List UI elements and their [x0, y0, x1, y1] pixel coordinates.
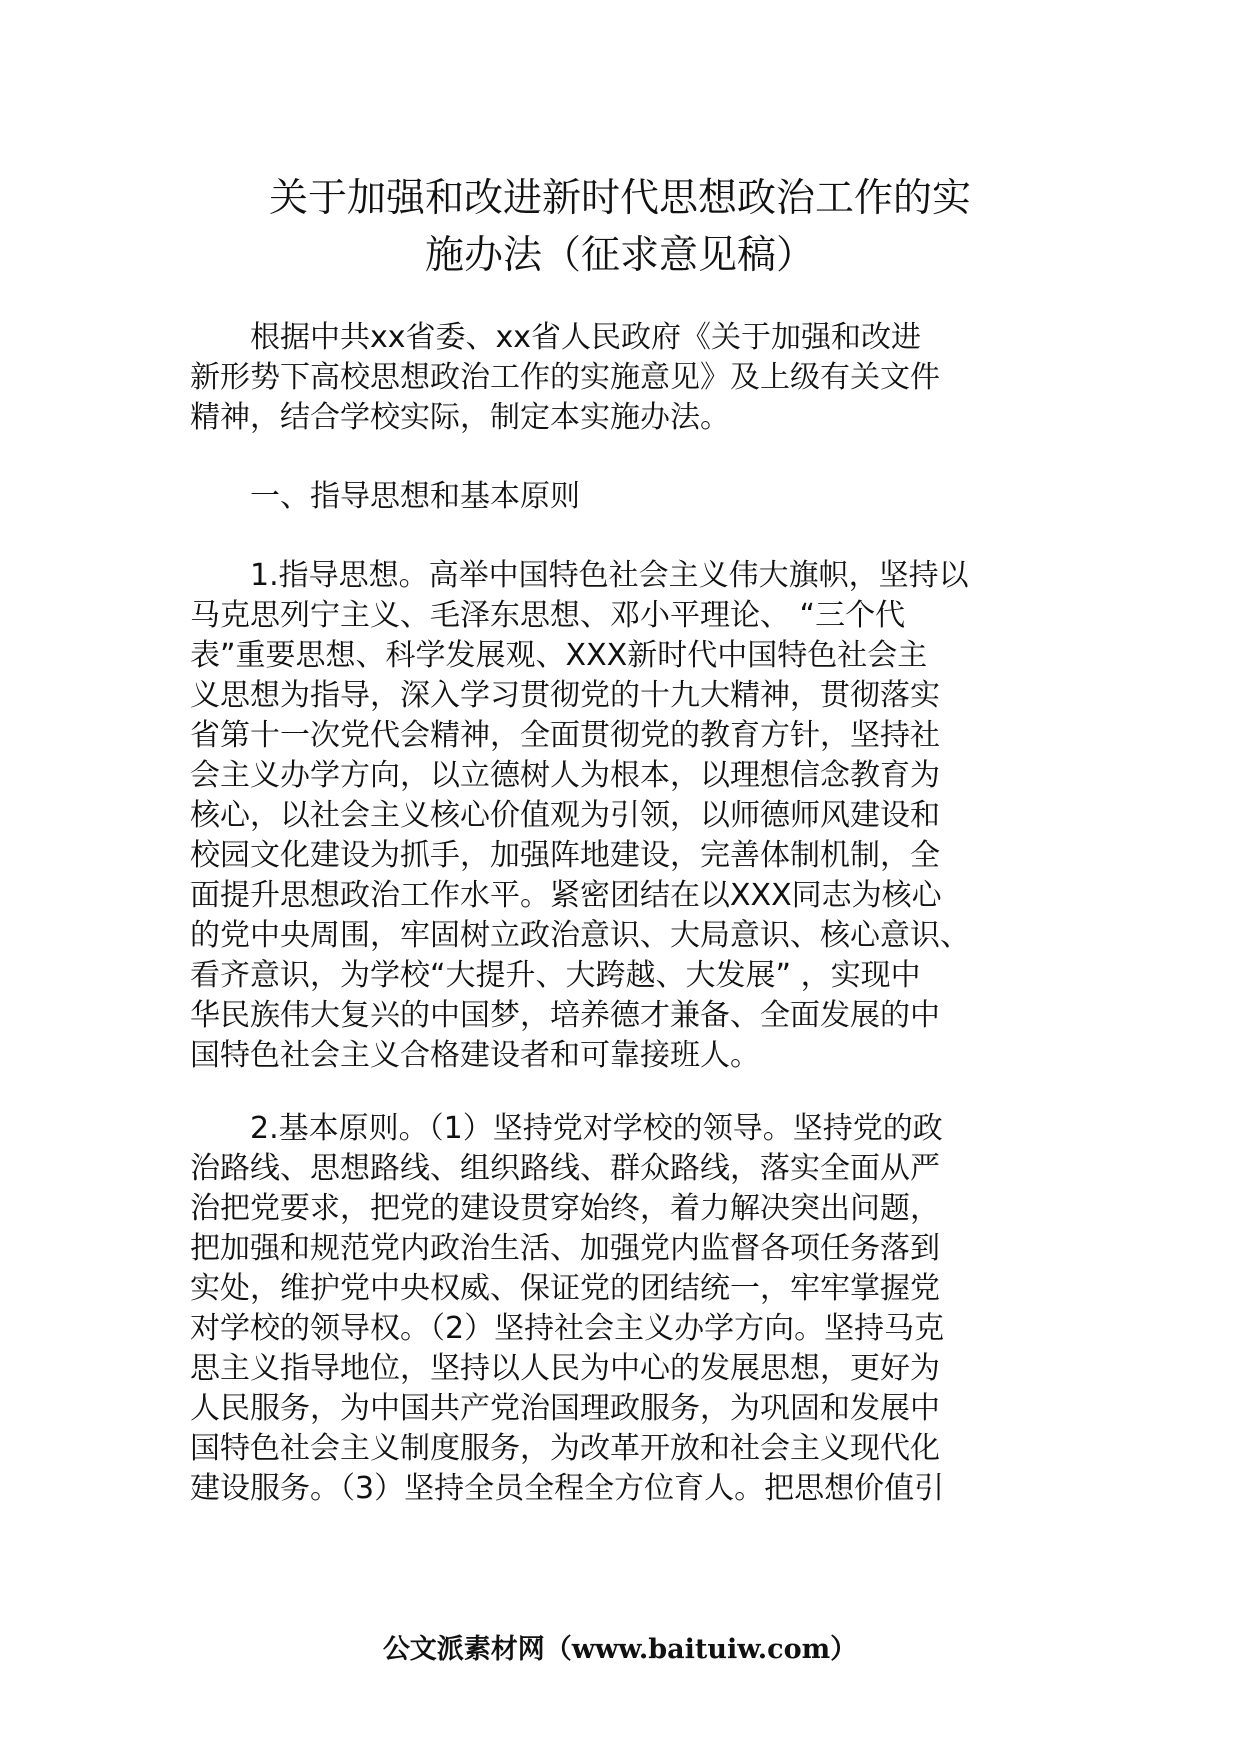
- paragraph-line: 2.基本原则。（1）坚持党对学校的领导。坚持党的政: [190, 1111, 943, 1146]
- paragraph-line: 新形势下高校思想政治工作的实施意见》及上级有关文件: [190, 360, 940, 395]
- paragraph-line: 人民服务，为中国共产党治国理政服务，为巩固和发展中: [190, 1391, 940, 1426]
- paragraph-line: 思主义指导地位，坚持以人民为中心的发展思想，更好为: [190, 1351, 940, 1386]
- paragraph-line: 面提升思想政治工作水平。紧密团结在以XXX同志为核心: [190, 878, 942, 913]
- paragraph-line: 根据中共xx省委、xx省人民政府《关于加强和改进: [190, 320, 922, 355]
- title-line-2: 施办法（征求意见稿）: [424, 233, 815, 278]
- paragraph-line: 治把党要求，把党的建设贯穿始终，着力解决突出问题，: [190, 1191, 940, 1226]
- watermark-footer: 公文派素材网（www.baituiw.com）: [382, 1634, 858, 1665]
- paragraph-line: 核心，以社会主义核心价值观为引领，以师德师风建设和: [190, 798, 940, 833]
- paragraph-line: 看齐意识，为学校“大提升、大跨越、大发展” ，实现中: [190, 958, 921, 993]
- paragraph-line: 校园文化建设为抓手，加强阵地建设，完善体制机制，全: [190, 838, 940, 873]
- paragraph-line: 建设服务。（3）坚持全员全程全方位育人。把思想价值引: [190, 1471, 945, 1506]
- title-line-1: 关于加强和改进新时代思想政治工作的实: [268, 176, 971, 221]
- paragraph-line: 1.指导思想。高举中国特色社会主义伟大旗帜，坚持以: [190, 558, 969, 593]
- paragraph-line: 马克思列宁主义、毛泽东思想、邓小平理论、 “三个代: [190, 598, 906, 633]
- paragraph-line: 对学校的领导权。（2）坚持社会主义办学方向。坚持马克: [190, 1311, 945, 1346]
- paragraph-line: 国特色社会主义合格建设者和可靠接班人。: [190, 1038, 760, 1073]
- paragraph-line: 的党中央周围，牢固树立政治意识、大局意识、核心意识、: [190, 918, 970, 953]
- section-heading: 一、指导思想和基本原则: [190, 479, 580, 514]
- paragraph-line: 义思想为指导，深入学习贯彻党的十九大精神，贯彻落实: [190, 678, 940, 713]
- paragraph-line: 治路线、思想路线、组织路线、群众路线，落实全面从严: [190, 1151, 940, 1186]
- paragraph-line: 把加强和规范党内政治生活、加强党内监督各项任务落到: [190, 1231, 940, 1266]
- paragraph-line: 省第十一次党代会精神，全面贯彻党的教育方针，坚持社: [190, 718, 940, 753]
- paragraph-line: 表”重要思想、科学发展观、XXX新时代中国特色社会主: [190, 638, 928, 673]
- paragraph-line: 精神，结合学校实际，制定本实施办法。: [190, 400, 730, 435]
- paragraph-line: 实处，维护党中央权威、保证党的团结统一，牢牢掌握党: [190, 1271, 940, 1306]
- paragraph-line: 华民族伟大复兴的中国梦，培养德才兼备、全面发展的中: [190, 998, 940, 1033]
- document-title: [180, 170, 1060, 284]
- paragraph-line: 国特色社会主义制度服务，为改革开放和社会主义现代化: [190, 1431, 940, 1466]
- paragraph-line: 会主义办学方向，以立德树人为根本，以理想信念教育为: [190, 758, 940, 793]
